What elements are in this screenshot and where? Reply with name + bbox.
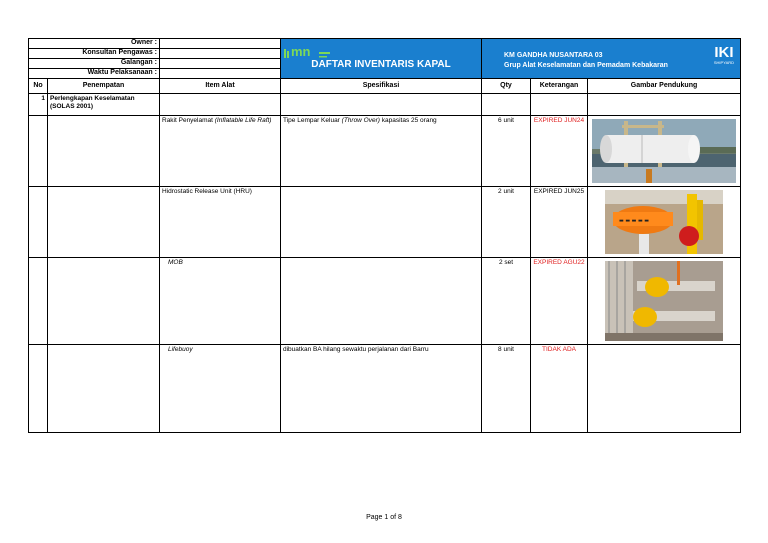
section-number: 1: [29, 94, 48, 116]
document-title: DAFTAR INVENTARIS KAPAL: [311, 58, 451, 70]
spec-cell: Tipe Lempar Keluar (Throw Over) kapasitas 25 orang: [281, 116, 482, 187]
consultant-value: [160, 49, 281, 59]
shipyard-logo-text: IKI: [714, 43, 734, 61]
col-gambar: Gambar Pendukung: [588, 79, 741, 94]
owner-label: Owner :: [29, 39, 160, 49]
time-value: [160, 69, 281, 79]
ship-banner: [482, 39, 741, 79]
image-cell: [588, 345, 741, 433]
item-cell: MOB: [160, 258, 281, 345]
col-no: No: [29, 79, 48, 94]
ship-name: KM GANDHA NUSANTARA 03: [504, 51, 603, 59]
title-banner: [281, 39, 482, 79]
status-cell: EXPIRED AGU22: [531, 258, 588, 345]
table-row: [29, 116, 741, 187]
status-cell: EXPIRED JUN24: [531, 116, 588, 187]
spec-cell: [281, 187, 482, 258]
equipment-group: Grup Alat Keselamatan dan Pemadam Kebakaran: [504, 61, 668, 69]
image-cell: [588, 187, 741, 258]
item-cell: Lifebuoy: [160, 345, 281, 433]
qty-cell: 8 unit: [482, 345, 531, 433]
owner-value: [160, 39, 281, 49]
shipyard-logo-subtext: SHIPYARD: [713, 59, 735, 65]
column-header-row: [29, 79, 741, 94]
shipyard-label: Galangan :: [29, 59, 160, 69]
svg-text:▬ ▬ ▬ ▬ ▬: ▬ ▬ ▬ ▬ ▬: [619, 218, 649, 224]
spec-cell: [281, 258, 482, 345]
spec-cell: dibuatkan BA hilang sewaktu perjalanan dari Barru: [281, 345, 482, 433]
company-logo-text: mn: [291, 43, 311, 59]
shipyard-logo: [714, 45, 734, 65]
col-item: Item Alat: [160, 79, 281, 94]
page-number: Page 1 of 8: [366, 514, 402, 521]
col-keterangan: Keterangan: [531, 79, 588, 94]
image-cell: [588, 116, 741, 187]
section-row: [29, 94, 741, 116]
table-row: [29, 258, 741, 345]
col-penempatan: Penempatan: [48, 79, 160, 94]
table-row: [29, 187, 741, 258]
inventory-sheet: [28, 38, 740, 433]
shipyard-value: [160, 59, 281, 69]
qty-cell: 2 unit: [482, 187, 531, 258]
liferaft-canister-photo: [592, 119, 736, 183]
table-row: [29, 345, 741, 433]
col-qty: Qty: [482, 79, 531, 94]
header-row-owner: [29, 39, 741, 49]
status-cell: EXPIRED JUN25: [531, 187, 588, 258]
mob-marker-photo: [605, 261, 723, 341]
hru-device-photo: [605, 190, 723, 254]
qty-cell: 2 set: [482, 258, 531, 345]
col-spesifikasi: Spesifikasi: [281, 79, 482, 94]
section-title: Perlengkapan Keselamatan (SOLAS 2001): [48, 94, 160, 116]
inventory-table: [28, 38, 741, 433]
item-cell: Rakit Penyelamat (Inflatable Life Raft): [160, 116, 281, 187]
item-cell: Hidrostatic Release Unit (HRU): [160, 187, 281, 258]
status-cell: TIDAK ADA: [531, 345, 588, 433]
consultant-label: Konsultan Pengawas :: [29, 49, 160, 59]
time-label: Waktu Pelaksanaan :: [29, 69, 160, 79]
image-cell: [588, 258, 741, 345]
qty-cell: 6 unit: [482, 116, 531, 187]
